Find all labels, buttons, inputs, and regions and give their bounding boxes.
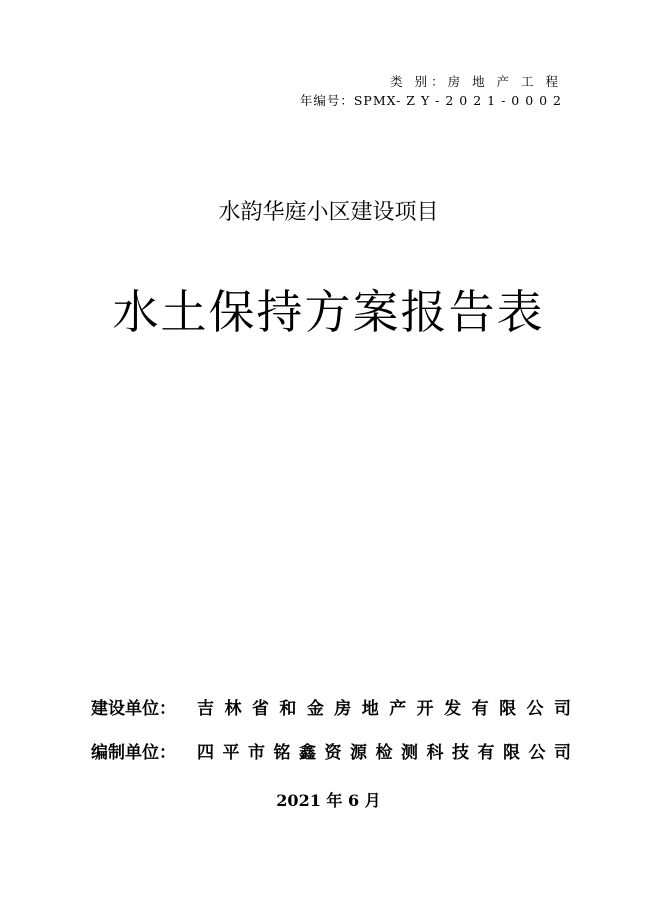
document-date: 2021 年 6 月 <box>276 791 381 810</box>
editor-row <box>91 740 571 766</box>
document-title: 水土保持方案报告表 <box>112 285 545 339</box>
editor-label: 编制单位： <box>91 743 176 763</box>
document-category: 类 别：房 地 产 工 程 <box>390 74 562 89</box>
document-number: 年编号：SPMX- Z Y - 2 0 2 1 - 0 0 0 2 <box>299 93 562 108</box>
builder-value: 吉 林 省 和 金 房 地 产 开 发 有 限 公 司 <box>197 699 571 719</box>
project-title: 水韵华庭小区建设项目 <box>218 200 439 225</box>
editor-value: 四 平 市 铭 鑫 资 源 检 测 科 技 有 限 公 司 <box>197 743 571 763</box>
builder-label: 建设单位： <box>91 699 176 719</box>
builder-row <box>91 696 571 722</box>
